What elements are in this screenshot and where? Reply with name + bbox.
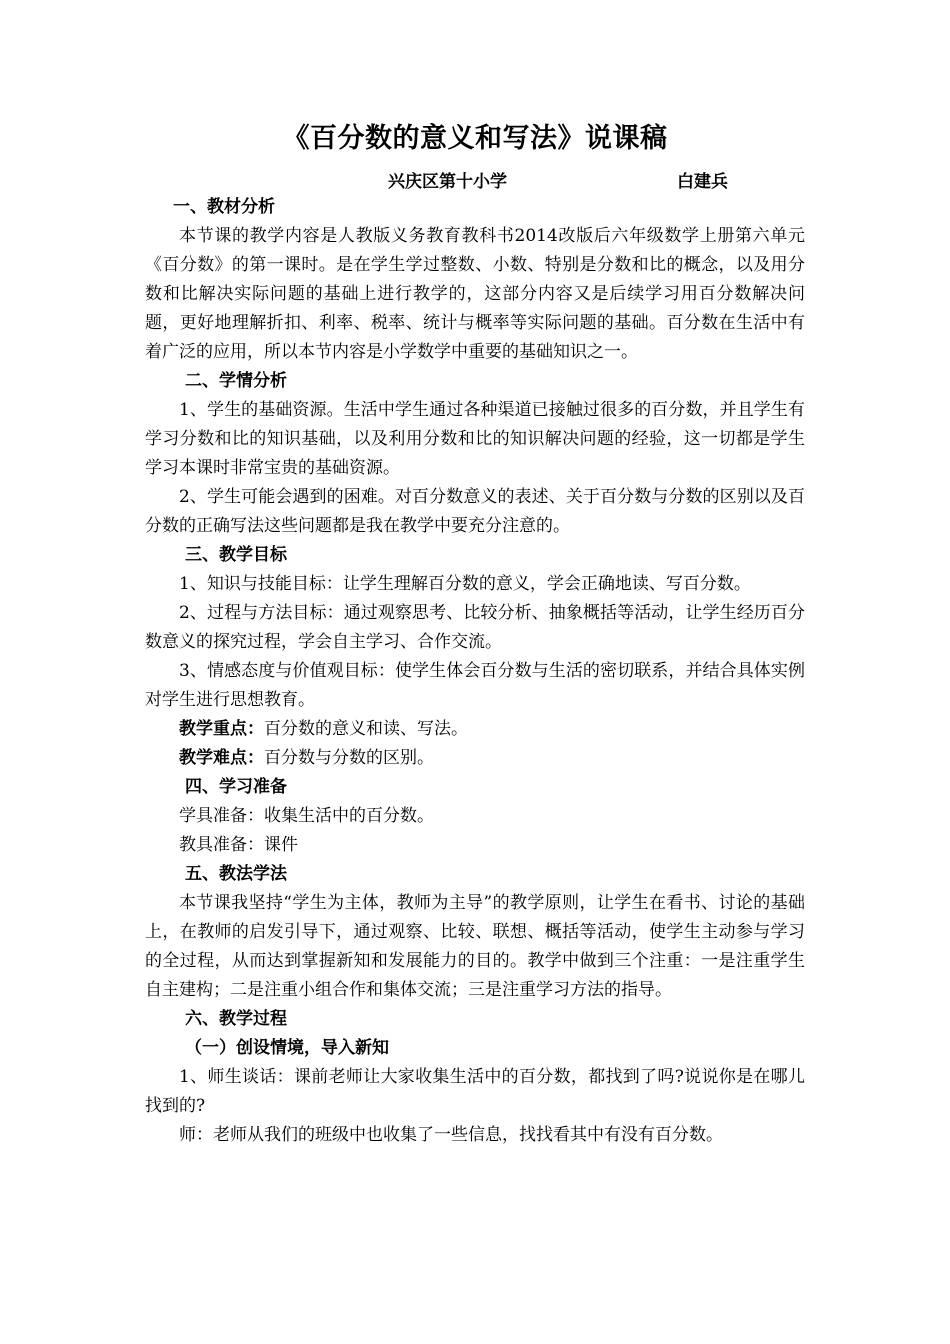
- key-point-line: [145, 715, 805, 744]
- paragraph: 2、过程与方法目标：通过观察思考、比较分析、抽象概括等活动，让学生经历百分数意义的探究过程，学会自主学习、合作交流。: [145, 603, 805, 652]
- section-heading: 六、教学过程: [185, 1009, 287, 1029]
- paragraph: 本节课我坚持“学生为主体，教师为主导”的教学原则，让学生在看书、讨论的基础上，在教师的启发引导下，通过观察、比较、联想、概括等活动，使学生主动参与学习的全过程，从而达到掌握新知和发展能力的目的。教学中做到三个注重：一是注重学生自主建构；二是注重小组合作和集体交流；三是注重学习方法的指导。: [145, 893, 805, 1000]
- section-heading: 三、教学目标: [185, 545, 287, 565]
- key-point-label: 教学重点：: [179, 719, 264, 739]
- author-name: 白建兵: [677, 172, 728, 192]
- section-heading: 四、学习准备: [185, 777, 287, 797]
- section-heading: 一、教材分析: [173, 197, 275, 217]
- document-title: 《百分数的意义和写法》说课稿: [282, 123, 668, 154]
- document-body: [145, 193, 805, 1150]
- school-name: 兴庆区第十小学: [388, 172, 507, 192]
- paragraph: 1、师生谈话：课前老师让大家收集生活中的百分数，都找到了吗?说说你是在哪儿找到的?: [145, 1067, 805, 1116]
- paragraph: 3、情感态度与价值观目标：使学生体会百分数与生活的密切联系，并结合具体实例对学生进行思想教育。: [145, 661, 805, 710]
- paragraph: 教具准备：课件: [179, 835, 298, 855]
- paragraph: 本节课的教学内容是人教版义务教育教科书2014改版后六年级数学上册第六单元《百分数》的第一课时。是在学生学过整数、小数、特别是分数和比的概念，以及用分数和比解决实际问题的基础上进行教学的，这部分内容又是后续学习用百分数解决问题，更好地理解折扣、利率、税率、统计与概率等实际问题的基础。百分数在生活中有着广泛的应用，所以本节内容是小学数学中重要的基础知识之一。: [145, 226, 805, 362]
- difficulty-text: 百分数与分数的区别。: [264, 748, 434, 768]
- paragraph: 1、知识与技能目标：让学生理解百分数的意义，学会正确地读、写百分数。: [179, 574, 751, 594]
- difficulty-line: [145, 744, 805, 773]
- paragraph: 1、学生的基础资源。生活中学生通过各种渠道已接触过很多的百分数，并且学生有学习分数和比的知识基础，以及利用分数和比的知识解决问题的经验，这一切都是学生学习本课时非常宝贵的基础资源。: [145, 400, 805, 478]
- paragraph: 2、学生可能会遇到的困难。对百分数意义的表述、关于百分数与分数的区别以及百分数的正确写法这些问题都是我在教学中要充分注意的。: [145, 487, 805, 536]
- key-point-text: 百分数的意义和读、写法。: [264, 719, 468, 739]
- paragraph: 师：老师从我们的班级中也收集了一些信息，找找看其中有没有百分数。: [179, 1125, 723, 1145]
- difficulty-label: 教学难点：: [179, 748, 264, 768]
- section-heading: 二、学情分析: [185, 371, 287, 391]
- subsection-heading: （一）创设情境，导入新知: [185, 1038, 389, 1058]
- section-heading: 五、教法学法: [185, 864, 287, 884]
- paragraph: 学具准备：收集生活中的百分数。: [179, 806, 434, 826]
